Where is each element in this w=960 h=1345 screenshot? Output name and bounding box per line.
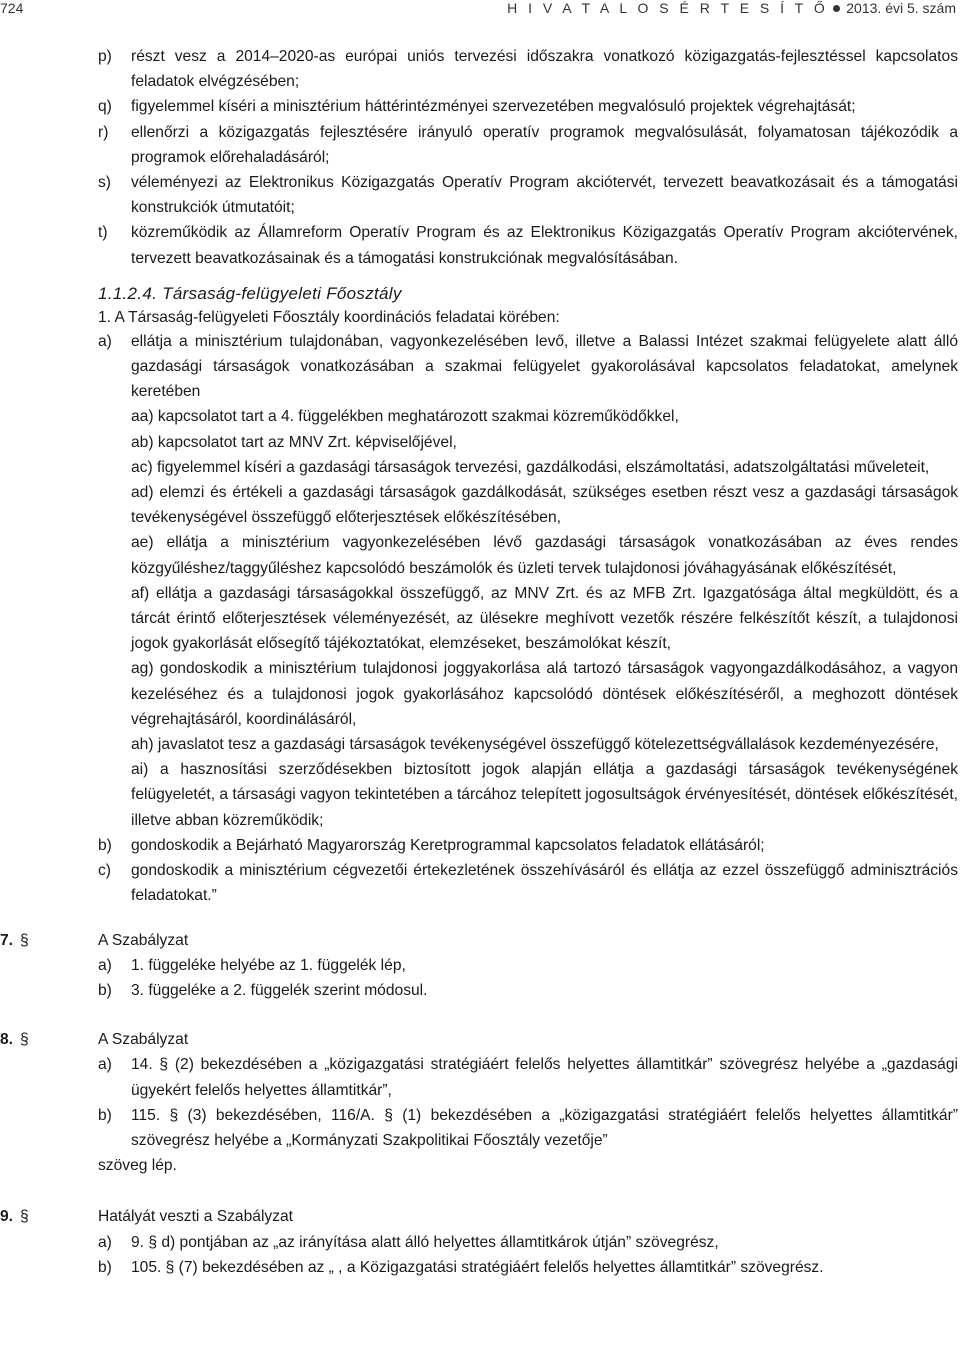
list-item [0, 120, 960, 170]
item-marker: a) [98, 332, 112, 350]
list-item [0, 858, 960, 908]
section-sign: § [20, 1208, 29, 1226]
item-text: ellenőrzi a közigazgatás fejlesztésére irányuló operatív programok megvalósulását, folyamatosan tájékozódik a programok előrehaladásáról; [131, 123, 958, 166]
section-number: 7. [0, 931, 14, 949]
item-marker: a) [98, 956, 112, 974]
item-marker: c) [98, 862, 111, 880]
sub-item: ag) gondoskodik a minisztérium tulajdonosi joggyakorlása alá tartozó társaságok vagyongazdálkodásához, a vagyon kezeléséhez és a tulajdonosi jogok gyakorlásához kapcsolódó döntések előkészítéséről, a meghozott döntések végrehajtásáról, koordinálásáról, [131, 660, 958, 728]
journal-title: H I V A T A L O S É R T E S Í T Ő [507, 0, 829, 16]
section-number: 8. [0, 1031, 14, 1049]
item-marker: q) [98, 98, 112, 116]
document-body [0, 44, 960, 1280]
item-text: gondoskodik a minisztérium cégvezetői értekezletének összehívásáról és ellátja az ezzel összefüggő adminisztrációs feladatokat.” [131, 862, 958, 905]
section-closing: szöveg lép. [98, 1157, 177, 1175]
list-item [0, 44, 960, 94]
list-item [0, 953, 960, 978]
list-item [0, 1230, 960, 1255]
section-number: 9. [0, 1208, 14, 1226]
list-item [0, 978, 960, 1003]
item-text: gondoskodik a Bejárható Magyarország Keretprogrammal kapcsolatos feladatok ellátásáról; [131, 836, 765, 854]
item-marker: a) [98, 1233, 112, 1251]
page-number: 724 [0, 0, 24, 16]
section-title: Hatályát veszti a Szabályzat [98, 1208, 294, 1226]
item-text: 14. § (2) bekezdésében a „közigazgatási stratégiáért felelős helyettes államtitkár” szövegrész helyébe a „gazdasági ügyekért felelős helyettes államtitkár”, [131, 1056, 958, 1099]
item-text: ellátja a minisztérium tulajdonában, vagyonkezelésében levő, illetve a Balassi Intézet szakmai felügyelete alatt álló gazdasági társaságok vonatkozásában a szakmai felügyelet gyakorolásával kapcsolatos feladatokat, amelynek keretében [131, 332, 958, 401]
item-marker: a) [98, 1056, 112, 1074]
journal-title-line [507, 0, 956, 16]
item-marker: b) [98, 1258, 112, 1276]
item-marker: b) [98, 981, 112, 999]
item-text: közreműködik az Államreform Operatív Program és az Elektronikus Közigazgatás Operatív Program akciótervének, tervezett beavatkozásainak és a támogatási konstrukciónak megvalósításában. [131, 224, 958, 267]
section-8-heading [0, 1027, 960, 1052]
item-marker: s) [98, 174, 111, 192]
list-item [0, 220, 960, 270]
section-9-heading [0, 1204, 960, 1229]
list-item [0, 1103, 960, 1153]
sub-item: ah) javaslatot tesz a gazdasági társaságok tevékenységével összefüggő kötelezettségvállalások kezdeményezésére, [131, 736, 939, 754]
list-item [0, 170, 960, 220]
item-text: 9. § d) pontjában az „az irányítása alatt álló helyettes államtitkárok útján” szövegrész, [131, 1233, 719, 1251]
section-sign: § [20, 1031, 29, 1049]
item-marker: t) [98, 224, 108, 242]
section-heading: 1.1.2.4. Társaság-felügyeleti Főosztály [98, 283, 402, 303]
item-text: 1. függeléke helyébe az 1. függelék lép, [131, 956, 406, 974]
sub-item: ad) elemzi és értékeli a gazdasági társaságok gazdálkodását, szükséges esetben részt vesz a gazdasági társaságok tevékenységével összefüggő előterjesztések előkészítésében, [131, 484, 958, 527]
item-marker: b) [98, 1106, 112, 1124]
section-sign: § [20, 931, 29, 949]
intro-paragraph: 1. A Társaság-felügyeleti Főosztály koordinációs feladatai körében: [98, 308, 560, 326]
issue-label: 2013. évi 5. szám [846, 0, 956, 16]
item-marker: p) [98, 48, 112, 65]
section-title: A Szabályzat [98, 1031, 189, 1049]
item-marker: r) [98, 123, 109, 141]
section-title: A Szabályzat [98, 931, 189, 949]
list-item [0, 94, 960, 119]
item-marker: b) [98, 836, 112, 854]
list-item [0, 1052, 960, 1102]
item-text: 115. § (3) bekezdésében, 116/A. § (1) bekezdésében a „közigazgatási stratégiáért felelős helyettes államtitkár” szövegrész helyébe a „Kormányzati Szakpolitikai Főosztály vezetője” [131, 1106, 958, 1149]
sub-item: aa) kapcsolatot tart a 4. függelékben meghatározott szakmai közreműködőkkel, [131, 408, 679, 426]
item-text: részt vesz a 2014–2020-as európai uniós tervezési időszakra vonatkozó közigazgatás-fejlesztéssel kapcsolatos feladatok elvégzésében; [131, 48, 958, 91]
list-item [0, 329, 960, 405]
page-header [0, 0, 960, 20]
item-text: 105. § (7) bekezdésében az „ , a Közigazgatási stratégiáért felelős helyettes államtitkár” szövegrész. [131, 1258, 824, 1276]
bullet-icon [833, 5, 840, 12]
sub-item: ab) kapcsolatot tart az MNV Zrt. képviselőjével, [131, 433, 457, 451]
list-item [0, 1255, 960, 1280]
sub-item: ac) figyelemmel kíséri a gazdasági társaságok tervezési, gazdálkodási, elszámoltatási, adatszolgáltatási műveleteit, [131, 458, 930, 476]
sub-item: ae) ellátja a minisztérium vagyonkezelésében lévő gazdasági társaságok vonatkozásában az éves rendes közgyűléshez/taggyűléshez kapcsolódó beszámolók és üzleti tervek tulajdonosi jóváhagyásának előkészítését, [131, 534, 958, 577]
item-text: véleményezi az Elektronikus Közigazgatás Operatív Program akciótervét, tervezett beavatkozásait és a támogatási konstrukciók útmutatóit; [131, 174, 958, 217]
item-text: 3. függeléke a 2. függelék szerint módosul. [131, 981, 428, 999]
list-item [0, 833, 960, 858]
item-text: figyelemmel kíséri a minisztérium háttérintézményei szervezetében megvalósuló projektek végrehajtását; [131, 98, 856, 116]
sub-item: af) ellátja a gazdasági társaságokkal összefüggő, az MNV Zrt. és az MFB Zrt. Igazgatósága által megküldött, és a tárcát érintő előterjesztések véleményezését, az ülésekre meghívott vezetők részére felkészítőt készít, a tulajdonosi jogok gyakorlását elősegítő tájékoztatókat, elemzéseket, beszámolókat készít, [131, 584, 958, 653]
section-7-heading [0, 928, 960, 953]
sub-item: ai) a hasznosítási szerződésekben biztosított jogok alapján ellátja a gazdasági társaságok tevékenységének felügyeletét, a társasági vagyon tekintetében a tárcához telepített jogosultságok érvényesítését, döntések előkészítését, illetve abban közreműködik; [131, 761, 958, 829]
